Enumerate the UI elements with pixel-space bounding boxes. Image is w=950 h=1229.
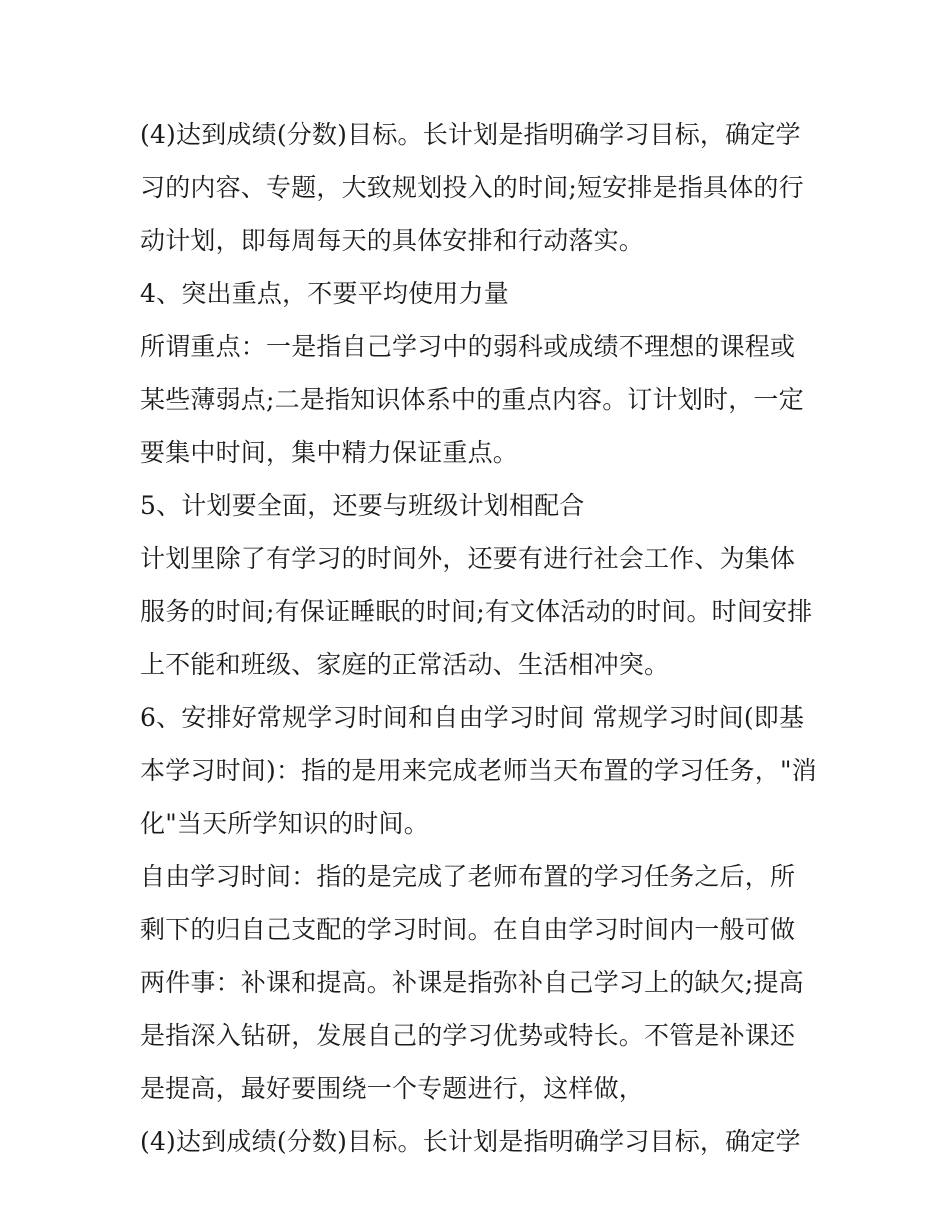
paragraph-priorities: 所谓重点：一是指自己学习中的弱科或成绩不理想的课程或某些薄弱点;二是指知识体系中的重点内容。订计划时，一定要集中时间，集中精力保证重点。 [140,332,804,467]
heading-focus-priorities: 4、突出重点，不要平均使用力量 [140,279,509,308]
paragraph-goal-plan: (4)达到成绩(分数)目标。长计划是指明确学习目标，确定学习的内容、专题，大致规划投入的时间;短安排是指具体的行动计划，即每周每天的具体安排和行动落实。 [140,120,804,255]
paragraph-free-study-time: 自由学习时间：指的是完成了老师布置的学习任务之后，所剩下的归自己支配的学习时间。在自由学习时间内一般可做两件事：补课和提高。补课是指弥补自己学习上的缺欠;提高是指深入钻研，发展自己的学习优势或特长。不管是补课还是提高，最好要围绕一个专题进行，这样做， [140,862,804,1103]
paragraph-goal-plan-repeat: (4)达到成绩(分数)目标。长计划是指明确学习目标，确定学 [140,1127,801,1156]
paragraph-comprehensive-plan: 计划里除了有学习的时间外，还要有进行社会工作、为集体服务的时间;有保证睡眠的时间;有文体活动的时间。时间安排上不能和班级、家庭的正常活动、生活相冲突。 [140,544,813,679]
heading-comprehensive-plan: 5、计划要全面，还要与班级计划相配合 [140,491,585,520]
document-page [140,108,820,1168]
paragraph-regular-study-time: 6、安排好常规学习时间和自由学习时间 常规学习时间(即基本学习时间)：指的是用来完成老师当天布置的学习任务，"消化"当天所学知识的时间。 [140,703,817,838]
